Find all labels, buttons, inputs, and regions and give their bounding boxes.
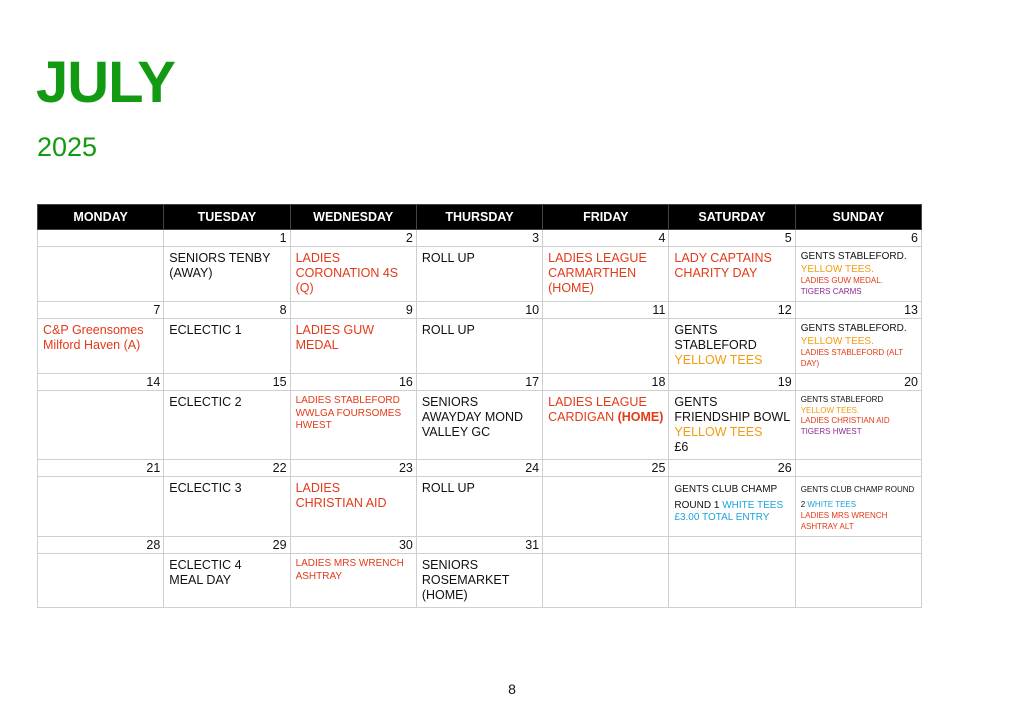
day-cell (164, 391, 290, 460)
event-text: LADIES STABLEFORD (ALT DAY) (800, 348, 903, 368)
date-number: 30 (290, 537, 416, 554)
event-text: ROLL UP (421, 481, 475, 495)
event-text: LADIES MRS WRENCH (295, 558, 404, 569)
day-cell (290, 247, 416, 302)
day-cell (38, 247, 164, 302)
event-text: LADIES STABLEFORD (295, 395, 400, 406)
events-row (38, 247, 922, 302)
date-number: 2 (290, 230, 416, 247)
day-cell (543, 554, 669, 608)
event-text: HWEST (295, 420, 332, 431)
day-cell (290, 391, 416, 460)
event-text: £6 (674, 440, 689, 454)
date-number: 8 (164, 302, 290, 319)
day-cell (543, 247, 669, 302)
event-text: £3.00 TOTAL ENTRY (674, 512, 770, 523)
day-cell (669, 477, 795, 537)
event-text: YELLOW TEES. (800, 263, 874, 275)
event-text: LADIES LEAGUE CARDIGAN (548, 395, 647, 424)
day-events (669, 247, 794, 285)
weekday-header-row (38, 205, 922, 230)
day-events (38, 319, 163, 357)
date-number: 28 (38, 537, 164, 554)
day-cell (416, 319, 542, 374)
day-cell (669, 319, 795, 374)
events-row (38, 391, 922, 460)
date-number-row (38, 230, 922, 247)
date-number: 13 (795, 302, 921, 319)
weekday-header: WEDNESDAY (290, 205, 416, 230)
day-cell (543, 391, 669, 460)
day-cell (416, 247, 542, 302)
date-number: 9 (290, 302, 416, 319)
event-text: GENTS STABLEFORD (800, 395, 884, 404)
day-cell (795, 391, 921, 460)
weekday-header: MONDAY (38, 205, 164, 230)
event-text: ASHTRAY ALT (800, 521, 854, 531)
day-cell (38, 554, 164, 608)
events-row (38, 477, 922, 537)
day-events (796, 319, 921, 373)
event-text: YELLOW TEES. (800, 335, 874, 347)
year-label: 2025 (37, 132, 98, 162)
event-text: LADIES GUW MEDAL. (800, 276, 883, 285)
event-text: WHITE TEES (807, 500, 857, 509)
event-text: LADIES CORONATION 4S (Q) (295, 251, 399, 295)
day-cell (416, 477, 542, 537)
event-text: TIGERS CARMS (800, 286, 862, 296)
date-number-row (38, 374, 922, 391)
day-cell (164, 554, 290, 608)
date-number: 21 (38, 460, 164, 477)
day-events (669, 554, 794, 562)
day-events (543, 554, 668, 562)
event-text: ECLECTIC 1 (169, 323, 242, 337)
day-cell (543, 477, 669, 537)
day-events (38, 477, 163, 485)
day-events (796, 477, 921, 536)
day-cell (795, 319, 921, 374)
events-row (38, 319, 922, 374)
event-text: ROLL UP (421, 323, 475, 337)
event-text: LADIES GUW MEDAL (295, 323, 375, 352)
date-number (38, 230, 164, 247)
date-number (795, 460, 921, 477)
date-number: 20 (795, 374, 921, 391)
day-cell (669, 391, 795, 460)
event-text: GENTS FRIENDSHIP BOWL (674, 395, 790, 424)
day-events (291, 391, 416, 437)
date-number: 22 (164, 460, 290, 477)
date-number: 4 (543, 230, 669, 247)
event-text: ECLECTIC 4 (169, 558, 242, 572)
day-events (38, 247, 163, 255)
month-title: JULY (36, 50, 175, 115)
event-text: ECLECTIC 3 (169, 481, 242, 495)
event-text: WWLGA FOURSOMES (295, 407, 402, 419)
calendar-body (38, 230, 922, 608)
day-events (291, 319, 416, 357)
day-events (417, 319, 542, 342)
event-text: (HOME) (617, 410, 664, 424)
event-text: WHITE TEES (722, 499, 784, 511)
day-cell (795, 247, 921, 302)
day-events (669, 477, 794, 529)
event-text: LADIES MRS WRENCH (800, 511, 888, 520)
event-text: YELLOW TEES (674, 353, 763, 367)
day-events (796, 391, 921, 441)
event-text: YELLOW TEES (674, 425, 763, 439)
day-cell (38, 391, 164, 460)
day-events (164, 477, 289, 500)
day-events (417, 554, 542, 607)
date-number: 24 (416, 460, 542, 477)
day-cell (38, 319, 164, 374)
day-cell (795, 554, 921, 608)
day-events (38, 391, 163, 399)
weekday-header: THURSDAY (416, 205, 542, 230)
event-text: GENTS STABLEFORD. (800, 251, 907, 262)
day-events (543, 391, 668, 429)
day-cell (290, 554, 416, 608)
event-text: ASHTRAY (295, 570, 343, 582)
weekday-header: FRIDAY (543, 205, 669, 230)
date-number: 1 (164, 230, 290, 247)
date-number: 3 (416, 230, 542, 247)
day-events (164, 319, 289, 342)
date-number: 5 (669, 230, 795, 247)
date-number: 14 (38, 374, 164, 391)
date-number: 17 (416, 374, 542, 391)
event-text: ROLL UP (421, 251, 475, 265)
day-events (417, 391, 542, 444)
day-events (543, 477, 668, 485)
event-text: YELLOW TEES. (800, 405, 860, 415)
date-number: 10 (416, 302, 542, 319)
date-number (795, 537, 921, 554)
day-events (164, 554, 289, 592)
date-number: 23 (290, 460, 416, 477)
weekday-header: SATURDAY (669, 205, 795, 230)
event-text: LADIES LEAGUE CARMARTHEN (HOME) (548, 251, 647, 295)
event-text: MEAL DAY (169, 573, 232, 587)
day-cell (543, 319, 669, 374)
date-number: 15 (164, 374, 290, 391)
date-number-row (38, 537, 922, 554)
date-number-row (38, 302, 922, 319)
event-text: SENIORS TENBY (AWAY) (169, 251, 271, 280)
event-text: C&P Greensomes Milford Haven (A) (43, 323, 144, 352)
day-events (38, 554, 163, 562)
day-events (164, 391, 289, 414)
day-events (669, 319, 794, 372)
day-events (543, 247, 668, 300)
day-events (796, 554, 921, 562)
day-cell (669, 554, 795, 608)
day-cell (38, 477, 164, 537)
calendar-table (37, 204, 922, 608)
date-number: 19 (669, 374, 795, 391)
day-cell (416, 391, 542, 460)
day-cell (164, 319, 290, 374)
page-number: 8 (508, 681, 516, 697)
date-number: 11 (543, 302, 669, 319)
day-events (417, 247, 542, 270)
event-text: LADIES CHRISTIAN AID (295, 481, 387, 510)
event-text: LADY CAPTAINS CHARITY DAY (674, 251, 772, 280)
date-number: 7 (38, 302, 164, 319)
date-number: 31 (416, 537, 542, 554)
day-cell (416, 554, 542, 608)
event-text: GENTS CLUB CHAMP ROUND 1 (674, 484, 778, 511)
weekday-header: TUESDAY (164, 205, 290, 230)
date-number: 18 (543, 374, 669, 391)
date-number: 6 (795, 230, 921, 247)
event-text: GENTS STABLEFORD. (800, 323, 907, 334)
date-number: 16 (290, 374, 416, 391)
day-cell (290, 319, 416, 374)
weekday-header: SUNDAY (795, 205, 921, 230)
events-row (38, 554, 922, 608)
date-number (543, 537, 669, 554)
day-cell (164, 247, 290, 302)
day-events (669, 391, 794, 459)
day-events (291, 554, 416, 587)
day-cell (795, 477, 921, 537)
day-cell (164, 477, 290, 537)
event-text: SENIORS ROSEMARKET (HOME) (421, 558, 510, 602)
day-events (164, 247, 289, 285)
date-number: 26 (669, 460, 795, 477)
date-number (669, 537, 795, 554)
event-text: GENTS CLUB CHAMP ROUND 2 (800, 485, 915, 509)
day-events (796, 247, 921, 301)
day-events (291, 247, 416, 300)
day-events (417, 477, 542, 500)
day-events (543, 319, 668, 327)
day-cell (290, 477, 416, 537)
event-text: SENIORS AWAYDAY MOND VALLEY GC (421, 395, 524, 439)
date-number-row (38, 460, 922, 477)
date-number: 12 (669, 302, 795, 319)
event-text: TIGERS HWEST (800, 426, 862, 436)
date-number: 29 (164, 537, 290, 554)
event-text: GENTS STABLEFORD (674, 323, 757, 352)
date-number: 25 (543, 460, 669, 477)
day-cell (669, 247, 795, 302)
event-text: ECLECTIC 2 (169, 395, 242, 409)
day-events (291, 477, 416, 515)
event-text: LADIES CHRISTIAN AID (800, 416, 890, 425)
